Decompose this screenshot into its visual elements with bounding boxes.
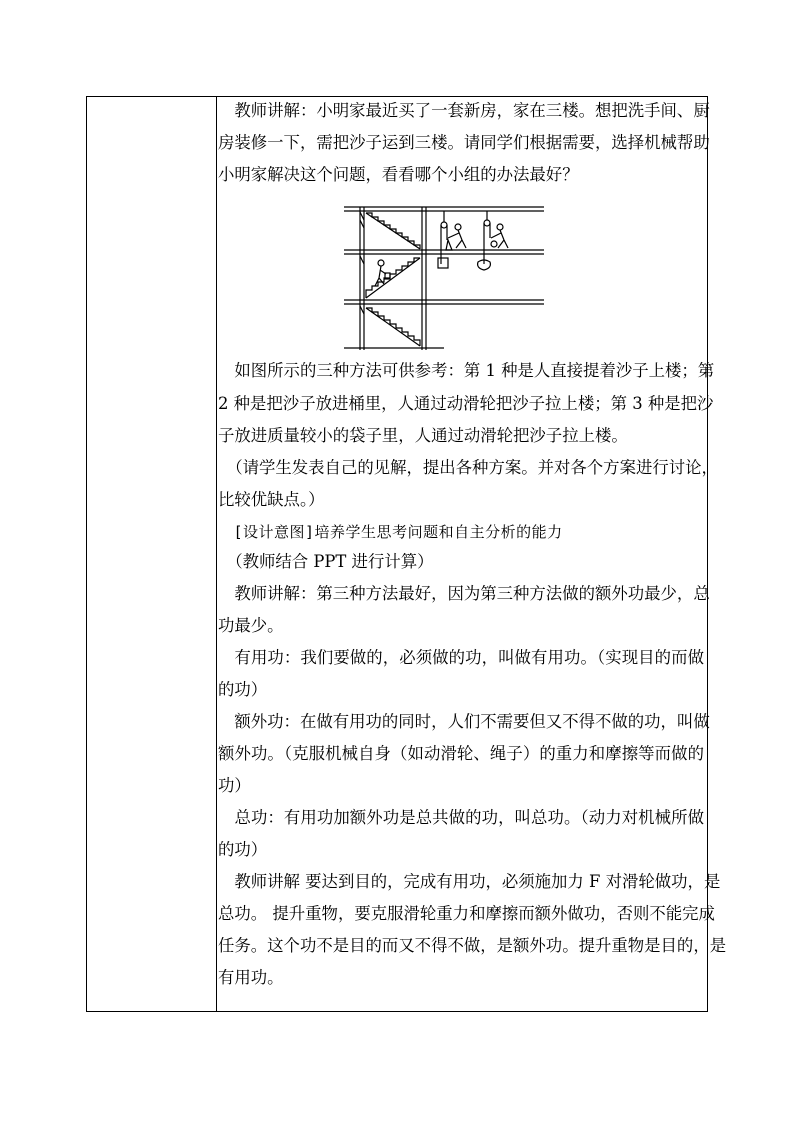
text-line: 功）	[218, 776, 251, 795]
text-line: 房装修一下，需把沙子运到三楼。请同学们根据需要，选择机械帮助	[218, 133, 710, 152]
design-intent: [设计意图]培养学生思考问题和自主分析的能力	[218, 523, 563, 541]
text-line: 功最少。	[218, 616, 284, 635]
text-line: 有用功：我们要做的，必须做的功，叫做有用功。（实现目的而做	[218, 648, 704, 667]
text-line: 小明家解决这个问题，看看哪个小组的办法最好？	[218, 165, 579, 184]
text-line: （教师结合 PPT 进行计算）	[218, 552, 434, 571]
text-line: 任务。这个功不是目的而又不得不做，是额外功。提升重物是目的，是	[218, 936, 727, 955]
text-line: 2 种是把沙子放进桶里，人通过动滑轮把沙子拉上楼；第 3 种是把沙	[218, 394, 714, 413]
text-line: 教师讲解：小明家最近买了一套新房，家在三楼。想把洗手间、厨	[218, 101, 710, 120]
text-line: 教师讲解 要达到目的，完成有用功，必须施加力 F 对滑轮做功，是	[218, 872, 721, 891]
text-line: 额外功：在做有用功的同时，人们不需要但又不得不做的功，叫做	[218, 712, 710, 731]
text-line: 额外功。（克服机械自身（如动滑轮、绳子）的重力和摩擦等而做的	[218, 744, 704, 763]
column-divider	[216, 97, 217, 1011]
text-line: 有用功。	[218, 968, 284, 987]
text-line: 总功。 提升重物，要克服滑轮重力和摩擦而额外做功，否则不能完成	[218, 904, 715, 923]
text-line: （请学生发表自己的见解，提出各种方案。并对各个方案进行讨论，	[218, 458, 718, 477]
text-line: 总功：有用功加额外功是总共做的功，叫总功。（动力对机械所做	[218, 808, 704, 827]
building-pulley-figure	[344, 200, 544, 352]
text-line: 的功）	[218, 680, 268, 699]
lesson-table	[86, 96, 727, 1012]
text-line: 如图所示的三种方法可供参考：第 1 种是人直接提着沙子上楼；第	[218, 361, 715, 380]
text-line: 的功）	[218, 840, 268, 859]
text-line: 比较优缺点。）	[218, 490, 325, 509]
text-line: 子放进质量较小的袋子里，人通过动滑轮把沙子拉上楼。	[218, 426, 628, 445]
text-line: 教师讲解：第三种方法最好，因为第三种方法做的额外功最少，总	[218, 584, 710, 603]
